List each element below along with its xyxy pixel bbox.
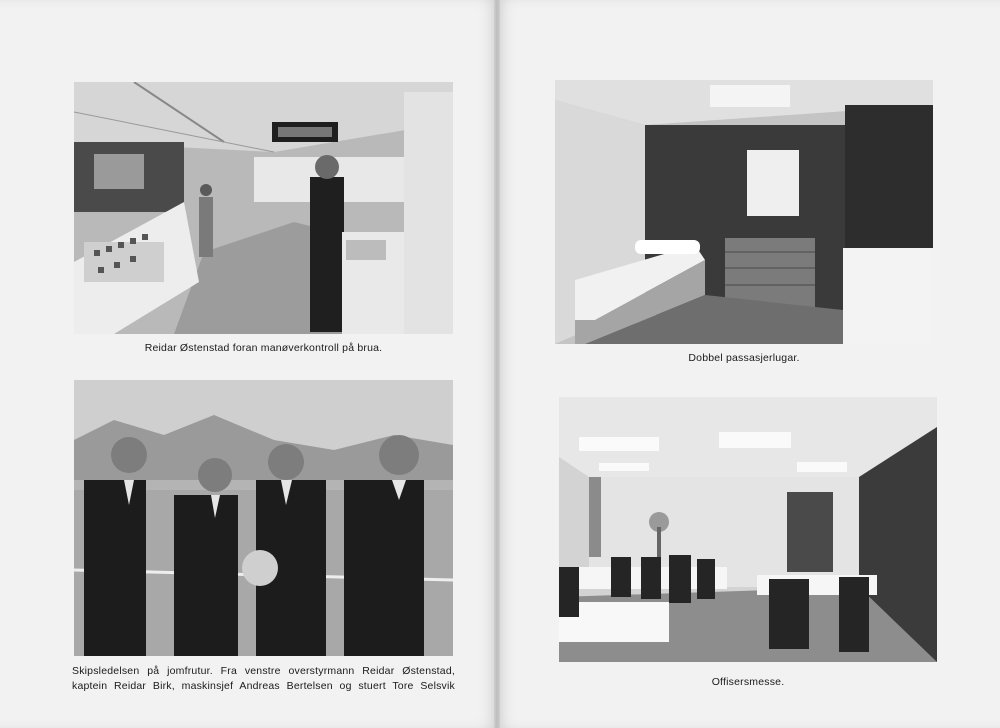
officers-group-photo	[74, 380, 453, 656]
cabin-photo	[555, 80, 933, 344]
caption-bridge: Reidar Østenstad foran manøverkontroll på brua.	[144, 342, 383, 354]
mess-room-photo	[559, 397, 937, 662]
book-gutter	[494, 0, 500, 728]
caption-officers-line1: Skipsledelsen på jomfrutur. Fra venstre overstyrmann Reidar Østenstad,	[72, 665, 455, 677]
caption-mess: Offisersmesse.	[711, 676, 785, 688]
ship-bridge-photo	[74, 82, 453, 334]
caption-cabin: Dobbel passasjerlugar.	[688, 352, 800, 364]
caption-officers-line2: kaptein Reidar Birk, maskinsjef Andreas Bertelsen og stuert Tore Selsvik	[72, 680, 455, 692]
